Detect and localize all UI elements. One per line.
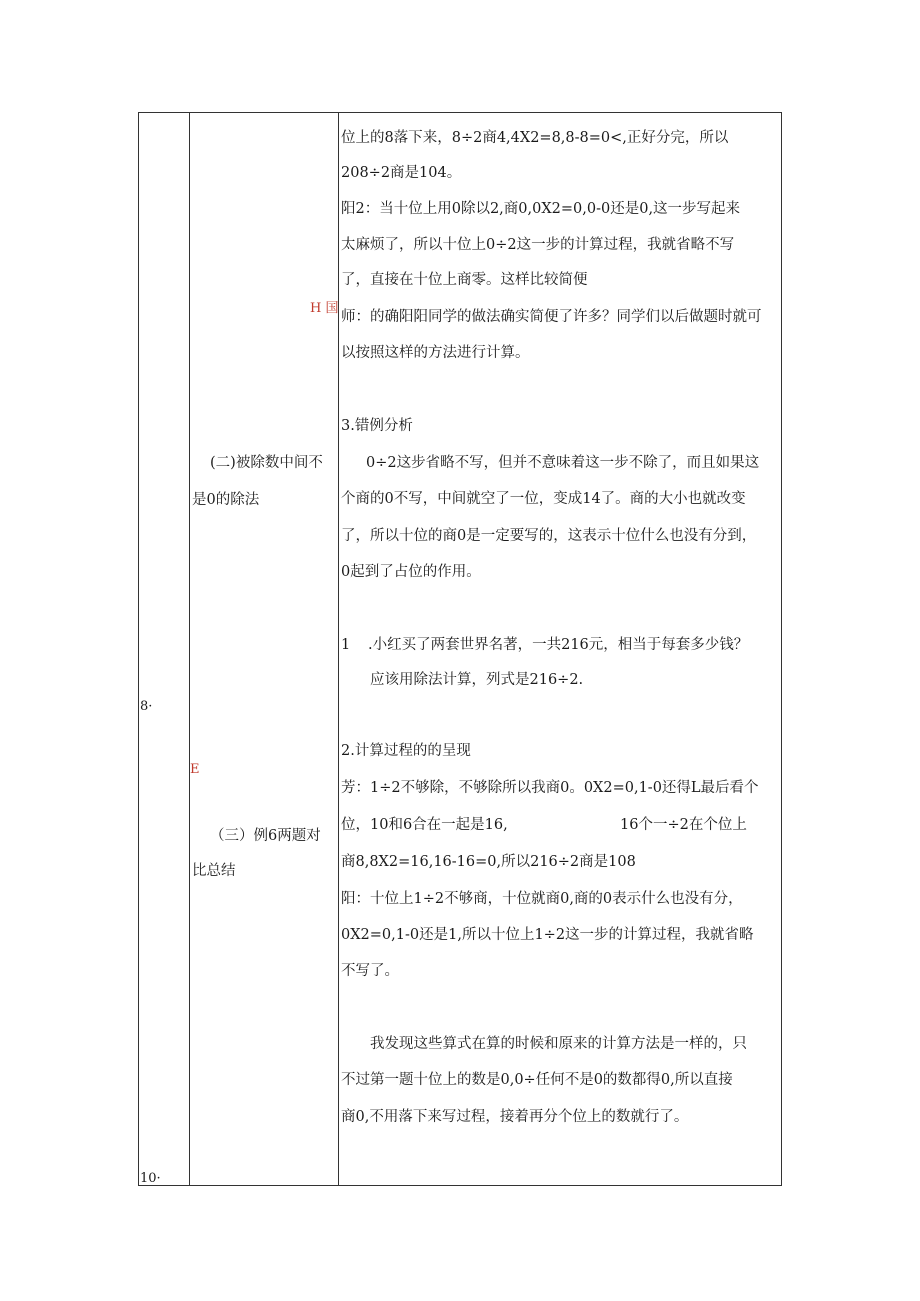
text-line: 0X2=0,1-0还是1,所以十位上1÷2这一步的计算过程，我就省略 [341, 927, 754, 943]
step-number-10: 10· [140, 1171, 161, 1186]
item-number: 1 [341, 637, 351, 653]
text-line: 阳：十位上1÷2不够商，十位就商0,商的0表示什么也没有分， [341, 891, 743, 907]
text-line: 了，直接在十位上商零。这样比较简便 [341, 272, 588, 288]
text-line: 不过第一题十位上的数是0,0÷任何不是0的数都得0,所以直接 [341, 1072, 733, 1088]
text-line: 不写了。 [341, 963, 399, 979]
text-line: .小红买了两套世界名著，一共216元，相当于每套多少钱？ [368, 637, 749, 653]
text-line: 应该用除法计算，列式是216÷2. [370, 672, 584, 688]
step-number-8: 8· [140, 699, 153, 714]
section-title-2-line1: (二)被除数中间不 [210, 455, 323, 471]
text-line: 阳2：当十位上用0除以2,商0,0X2=0,0-0还是0,这一步写起来 [341, 201, 741, 217]
text-line: 太麻烦了，所以十位上0÷2这一步的计算过程，我就省略不写 [341, 237, 735, 253]
column-divider-1 [189, 113, 190, 1185]
column-divider-2 [338, 113, 339, 1185]
text-line: 了，所以十位的商0是一定要写的，这表示十位什么也没有分到， [341, 528, 757, 544]
heading-calc-process: 2.计算过程的的呈现 [341, 743, 471, 759]
text-line: 商8,8X2=16,16-16=0,所以216÷2商是108 [341, 854, 636, 870]
text-line: 个商的0不写，中间就空了一位，变成14了。商的大小也就改变 [341, 491, 746, 507]
text-line: 芳：1÷2不够除，不够除所以我商0。0X2=0,1-0还得L最后看个 [341, 780, 759, 796]
text-line: 以按照这样的方法进行计算。 [341, 345, 530, 361]
text-line: 师：的确阳阳同学的做法确实简便了许多？同学们以后做题时就可 [341, 309, 762, 325]
section-title-3-line1: （三）例6两题对 [210, 828, 321, 844]
text-line: 208÷2商是104。 [341, 165, 462, 181]
heading-error-analysis: 3.错例分析 [341, 418, 413, 434]
text-line: 我发现这些算式在算的时候和原来的计算方法是一样的，只 [370, 1036, 747, 1052]
text-line: 商0,不用落下来写过程，接着再分个位上的数就行了。 [341, 1109, 689, 1125]
text-line: 0起到了占位的作用。 [341, 564, 481, 580]
text-line: 位，10和6合在一起是16, [341, 817, 508, 833]
text-line: 0÷2这步省略不写，但并不意味着这一步不除了，而且如果这 [366, 455, 760, 471]
margin-mark-top: H 国 [310, 301, 339, 316]
section-title-2-line2: 是0的除法 [192, 492, 260, 508]
margin-mark-e: E [190, 762, 200, 777]
text-line: 位上的8落下来，8÷2商4,4X2=8,8-8=0<,正好分完，所以 [341, 130, 729, 146]
section-title-3-line2: 比总结 [192, 863, 236, 879]
text-line: 16个一÷2在个位上 [620, 817, 747, 833]
